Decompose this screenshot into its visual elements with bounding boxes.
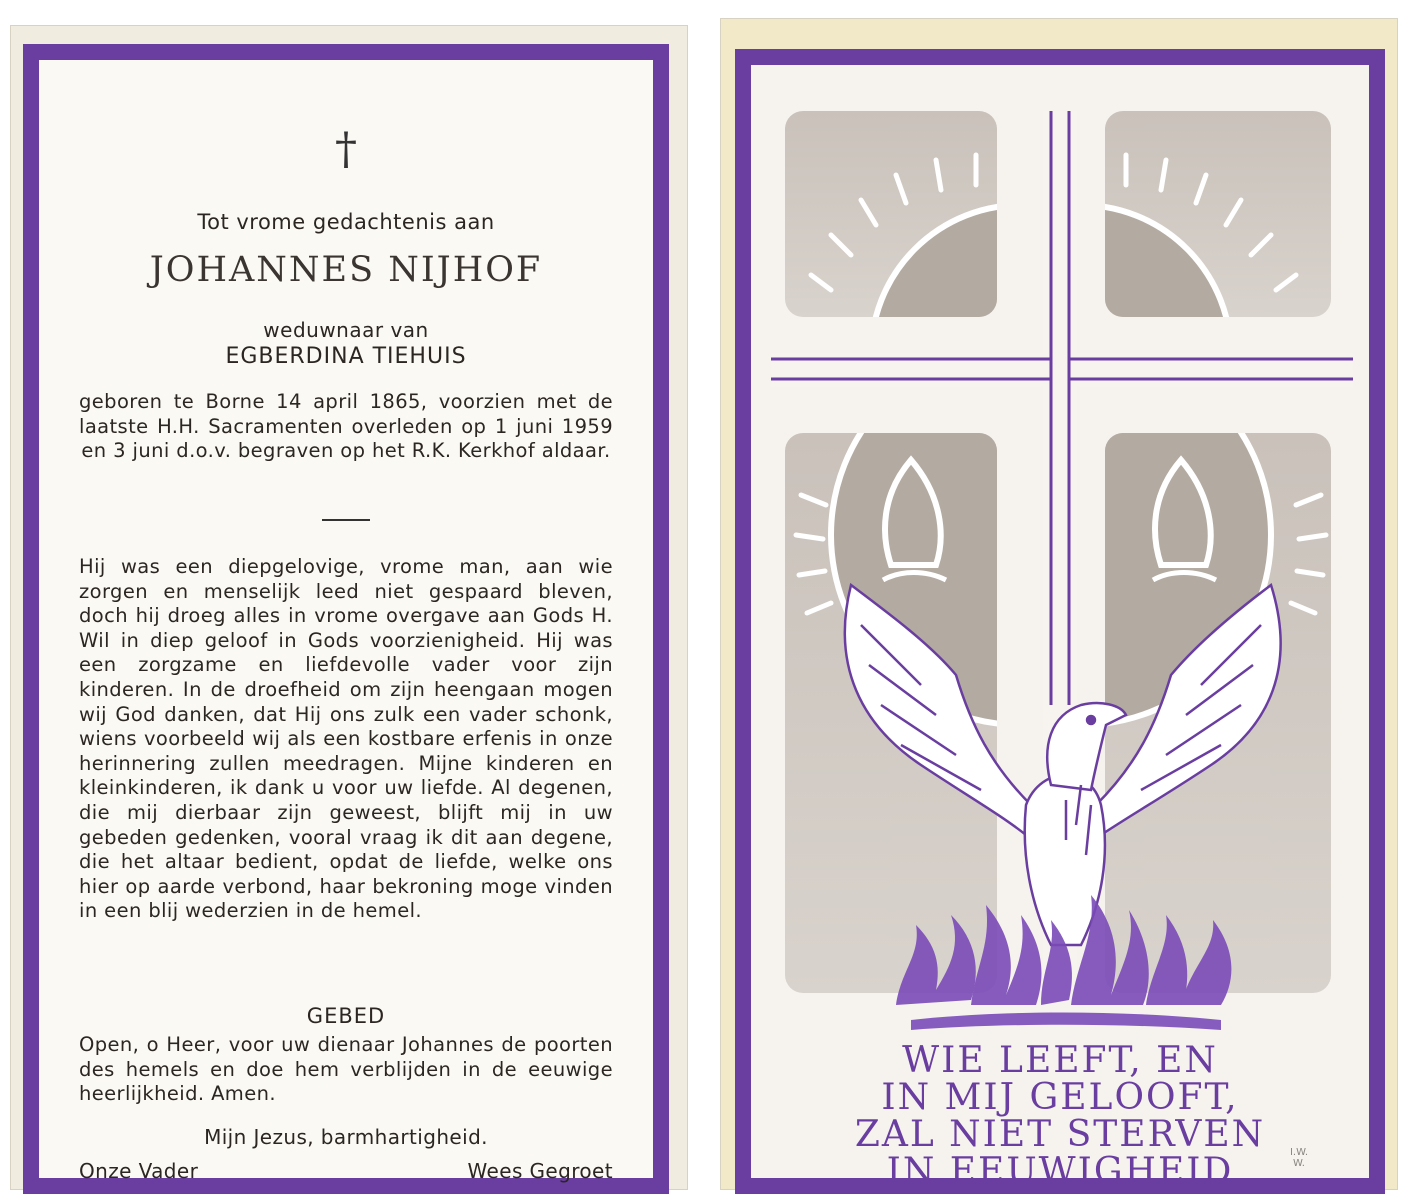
memorial-card-image-side [720,18,1398,1190]
motto-line-2: IN MIJ GELOOFT, [881,1077,1239,1118]
biography-paragraph: Hij was een diepgelovige, vrome man, aan wie zorgen en menselijk leed niet gespaard bleven, doch hij droeg alles in vrome overgave aan Gods H. Wil in diep geloof in Gods voorzienigheid. Hij was een zorgzame en liefdevolle vader voor zijn kinderen. In de droefheid om zijn heengaan mogen wij God danken, dat Hij ons zulk een vader schonk, wiens voorbeeld wij als een kostbare erfenis in onze herinnering zullen meedragen. Mijne kinderen en kleinkinderen, ik dank u voor uw liefde. Al degenen, die mij dierbaar zijn geweest, blijft mij in uw gebeden gedenken, vooral vraag ik dit aan degene, die het altaar bedient, opdat de liefde, welke ons hier op aarde verbond, haar bekroning moge vinden in een blij wederzien in de hemel. [79,555,613,923]
footer-prayer-left: Onze Vader [79,1159,199,1183]
deceased-name: JOHANNES NIJHOF [149,250,543,290]
cross-phoenix-illustration [751,65,1369,1178]
motto-line-3: ZAL NIET STERVEN [854,1114,1266,1155]
signature-line-2: W. [1293,1158,1305,1169]
artist-signature [1279,1147,1319,1169]
dedication-line: Tot vrome gedachtenis aan [197,210,495,234]
prayer-title: GEBED [306,1004,386,1028]
footer-prayer-right: Wees Gegroet [467,1159,613,1183]
memorial-card-text-side [10,25,688,1190]
motto-line-4: IN EEUWIGHEID [886,1151,1234,1192]
purple-border-frame [735,49,1385,1194]
motto-line-1: WIE LEEFT, EN [902,1040,1218,1081]
invocation-line: Mijn Jezus, barmhartigheid. [204,1125,488,1149]
signature-line-1: I.W. [1289,1147,1309,1158]
divider [322,519,370,521]
cross-icon: † [335,124,357,175]
purple-border-frame [23,44,669,1194]
spouse-name: EGBERDINA TIEHUIS [225,344,467,369]
widowed-label: weduwnaar van [263,318,429,342]
birth-death-paragraph: geboren te Borne 14 april 1865, voorzien met de laatste H.H. Sacramenten overleden op 1 juni 1959 en 3 juni d.o.v. begraven op het R.K. Kerkhof aldaar. [79,390,613,463]
prayer-paragraph: Open, o Heer, voor uw dienaar Johannes de poorten des hemels en doe hem verblijden in de eeuwige heerlijkheid. Amen. [79,1033,613,1106]
